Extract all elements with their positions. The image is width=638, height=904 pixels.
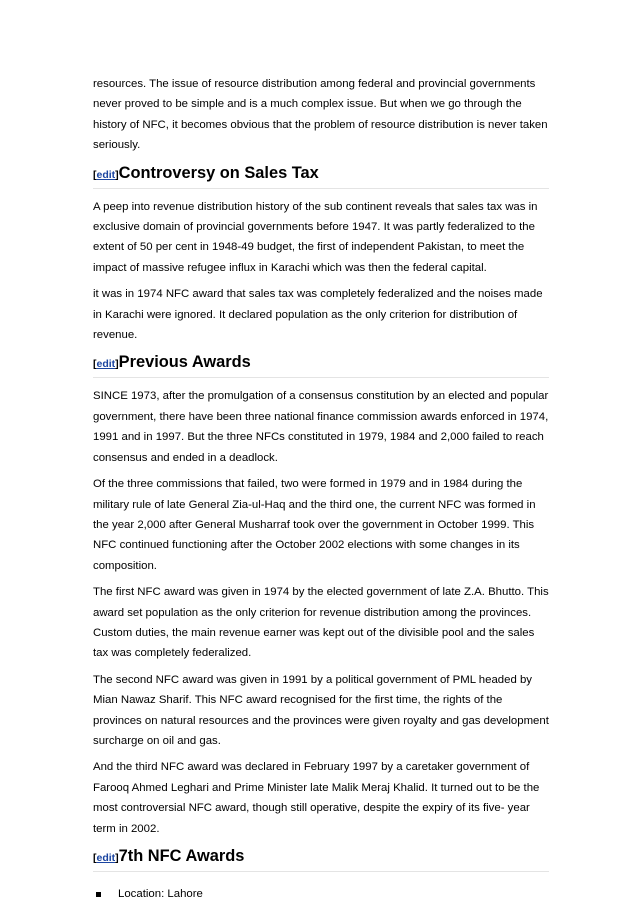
- edit-link[interactable]: edit: [96, 852, 116, 864]
- section-heading-previous-awards: [93, 351, 549, 378]
- section-title: Controversy on Sales Tax: [118, 163, 319, 182]
- edit-link-wrapper: [edit]: [93, 852, 119, 864]
- paragraph: Of the three commissions that failed, two were formed in 1979 and in 1984 during the military rule of late General Zia-ul-Haq and the third one, the current NFC was formed in the year 2,000 after General Musharraf took over the government in October 1999. This NFC continued functioning after the October 2002 elections with some changes in its composition.: [93, 478, 536, 572]
- section-heading-sales-tax: [93, 162, 549, 189]
- paragraph: And the third NFC award was declared in February 1997 by a caretaker government of Farooq Ahmed Leghari and Prime Minister late Malik Meraj Khalid. It turned out to be the most controversial NFC award, though still operative, despite the expiry of its five- year term in 2002.: [93, 761, 540, 835]
- section-title: 7th NFC Awards: [118, 847, 245, 865]
- list-item: [93, 884, 549, 904]
- bullet-list: [93, 884, 549, 904]
- edit-link[interactable]: edit: [96, 358, 116, 371]
- section-heading-7th-nfc-awards: [93, 845, 549, 872]
- paragraph: SINCE 1973, after the promulgation of a consensus constitution by an elected and popular government, there have been three national finance commission awards enforced in 1974, 1991 and in 1997. But the three NFCs constituted in 1979, 1984 and 2,000 failed to reach consensus and ended in a deadlock.: [93, 390, 549, 464]
- paragraph: it was in 1974 NFC award that sales tax was completely federalized and the noises made in Karachi were ignored. It declared population as the only criterion for distribution of revenue.: [93, 288, 543, 342]
- list-item-text: Location: Lahore: [118, 888, 203, 900]
- edit-link-wrapper: [edit]: [93, 168, 119, 181]
- edit-link-wrapper: [edit]: [93, 358, 119, 371]
- intro-paragraph: resources. The issue of resource distribution among federal and provincial governments never proved to be simple and is a much complex issue. But when we go through the history of NFC, it becomes obvious that the problem of resource distribution is never taken seriously.: [93, 78, 548, 152]
- square-bullet-icon: [96, 892, 101, 897]
- paragraph: The second NFC award was given in 1991 by a political government of PML headed by Mian Nawaz Sharif. This NFC award recognised for the first time, the rights of the provinces on natural resources and the provinces were given royalty and gas development surcharge on oil and gas.: [93, 673, 549, 747]
- document-page: [93, 74, 549, 904]
- edit-link[interactable]: edit: [96, 168, 116, 181]
- section-title: Previous Awards: [118, 353, 251, 372]
- paragraph: A peep into revenue distribution history of the sub continent reveals that sales tax was in exclusive domain of provincial governments before 1947. It was partly federalized to the extent of 50 per cent in 1948-49 budget, the first of independent Pakistan, to meet the impact of massive refugee influx in Karachi which was then the federal capital.: [93, 200, 538, 274]
- paragraph: The first NFC award was given in 1974 by the elected government of late Z.A. Bhutto. This award set population as the only criterion for revenue distribution among the provinces. Custom duties, the main revenue earner was kept out of the divisible pool and the sales tax was completely federalized.: [93, 586, 549, 660]
